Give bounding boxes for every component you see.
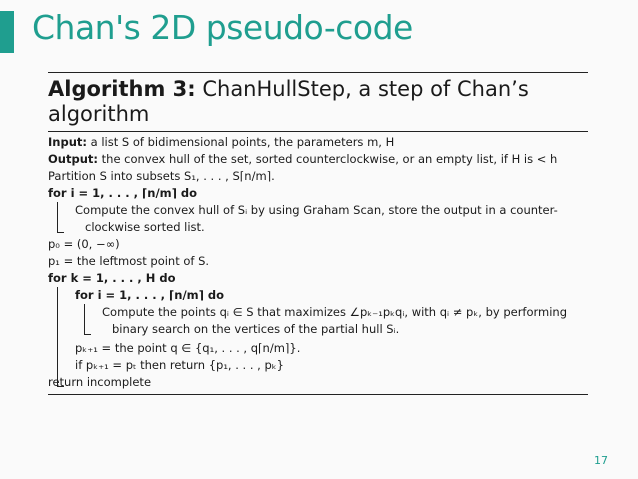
algorithm-label: Algorithm 3: <box>48 77 196 101</box>
for-k-line: for k = 1, . . . , H do <box>48 271 176 285</box>
graham-line: Compute the convex hull of Sᵢ by using Graham Scan, store the output in a counter-clockwise sorted list. <box>75 203 558 234</box>
page-number: 17 <box>594 454 608 467</box>
input-label: Input: <box>48 135 87 149</box>
algorithm-body <box>48 132 588 391</box>
for-i-line: for i = 1, . . . , ⌈n/m⌉ do <box>48 186 198 200</box>
for-i-inner-line: for i = 1, . . . , ⌈n/m⌉ do <box>75 288 225 302</box>
for-k-block <box>48 287 588 374</box>
algorithm-name: ChanHullStep, a step of Chan’s algorithm <box>48 77 529 126</box>
output-line <box>48 151 588 168</box>
p0-line: p₀ = (0, −∞) <box>48 237 120 251</box>
compute-line: Compute the points qᵢ ∈ S that maximizes ∠pₖ₋₁pₖqᵢ, with qᵢ ≠ pₖ, by performing binary search on the vertices of the partial hull Sᵢ. <box>102 305 568 336</box>
algorithm-box <box>48 72 588 395</box>
output-label: Output: <box>48 152 98 166</box>
input-line <box>48 134 588 151</box>
if-line: if pₖ₊₁ = pₜ then return {p₁, . . . , pₖ} <box>75 358 284 372</box>
bottom-rule <box>48 394 588 395</box>
pk1-line: pₖ₊₁ = the point q ∈ {q₁, . . . , q⌈n/m⌉}. <box>75 341 301 355</box>
for-i-block <box>48 202 588 236</box>
partition-line: Partition S into subsets S₁, . . . , S⌈n/m⌉. <box>48 169 275 183</box>
for-i-inner-block <box>75 304 588 338</box>
input-text: a list S of bidimensional points, the parameters m, H <box>90 135 395 149</box>
title-accent-bar <box>0 11 14 53</box>
algorithm-heading <box>48 73 588 131</box>
for-i-block-bar <box>57 202 64 233</box>
p1-line: p₁ = the leftmost point of S. <box>48 254 210 268</box>
return-line: return incomplete <box>48 375 152 389</box>
slide-title: Chan's 2D pseudo-code <box>32 8 413 47</box>
output-text: the convex hull of the set, sorted counterclockwise, or an empty list, if H is < h <box>101 152 558 166</box>
for-k-block-bar <box>57 287 64 387</box>
for-i-inner-block-bar <box>84 304 91 335</box>
